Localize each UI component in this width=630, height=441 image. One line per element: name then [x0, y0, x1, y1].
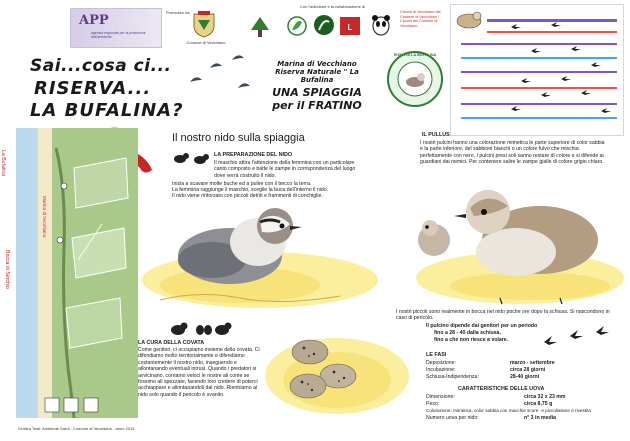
footer-logos: [44, 396, 104, 416]
subtitle-line3: UNA SPIAGGIA: [272, 86, 362, 99]
calendar-bird-drawing: [457, 12, 481, 28]
egg-value: circa 32 x 23 mm: [524, 394, 566, 400]
egg-row: [426, 394, 622, 401]
title-line3: LA BUFALINA?: [30, 100, 184, 121]
cura-heading: LA CURA DELLA COVATA: [138, 340, 205, 346]
partner-logo-leaf-icon: [287, 16, 307, 36]
subtitle-line4: per il FRATINO: [272, 99, 362, 112]
egg-row: [426, 401, 622, 408]
nesting-bird-illustration: [140, 200, 380, 310]
pullus-caption2: Il pulcino dipende dai genitori per un periodo: [426, 323, 538, 329]
map-label-right: Bocca di Serchio: [4, 250, 10, 289]
eggs-heading: CARATTERISTICHE DELLE UOVA: [458, 386, 545, 392]
egg-label: Numero uova per nido:: [426, 415, 479, 421]
phases-heading: LE FASI: [426, 352, 447, 358]
phase-value: marzo - settembre: [510, 360, 555, 366]
eggs-table: [426, 394, 622, 422]
phase-value: circa 28 giorni: [510, 367, 546, 373]
comune-label: Comune di Vecchiano: [186, 40, 226, 45]
partner-logo-red-icon: [339, 14, 361, 38]
egg-row: [426, 415, 622, 422]
preparazione-text4: Il nido viene rinforzato con piccoli detriti e frammenti di conchiglie.: [172, 193, 323, 199]
phase-label: Incubazione:: [426, 367, 456, 373]
partner-logo-tree-icon: [250, 16, 270, 38]
preparazione-text2: Inizia a scavare molte buche ed a pulire con il becco la terra.: [172, 181, 312, 187]
subtitle-block: [262, 60, 372, 112]
egg-label: Dimensione:: [426, 394, 455, 400]
partner-red-text: Circolo di Vecchiano del Comune di Vecchiano / Circolo del Comune di Vecchiano: [400, 10, 441, 28]
phase-label: Schiusa-Indipendenza:: [426, 374, 479, 380]
credits: Grafica Testi: Ambiente Sardi - Comune di Vecchiano - anno 2015: [18, 426, 135, 431]
phase-row: [426, 374, 616, 381]
egg-label: Peso:: [426, 401, 440, 407]
app-logo: [70, 8, 162, 48]
wwf-panda-icon: [371, 14, 391, 38]
egg-row: [426, 408, 622, 415]
promosso-label: Promosso da: [166, 10, 190, 15]
phase-value: 28-40 giorni: [510, 374, 540, 380]
map-label-left: La Bufalina: [0, 150, 6, 176]
calendar-flying-birds-icon: [511, 22, 611, 113]
running-birds-icon: [172, 150, 212, 168]
map-label-mid: Marina di Vecchiano: [42, 196, 47, 238]
badge-text: RISERVA LA BUFALINA: [393, 53, 437, 57]
migration-calendar-chart: [450, 4, 624, 136]
comune-crest-icon: [192, 10, 216, 38]
egg-value: circa 8,75 g: [524, 401, 553, 407]
calendar-month-bars: [461, 19, 617, 119]
cura-icons: [168, 318, 238, 338]
pullus-heading: IL PULLUS: [422, 132, 450, 138]
app-logo-text: APP: [79, 13, 109, 28]
cura-text: Come genitori, ci occupiamo insieme della covata. Ci difendiamo molto territorialmente e difendiamo costantemente il nostro nido, inseguendo e allontanando eventuali intrusi. Quando i predatori si avvicinano, corriamo veloci le nostre ali come se fossimo ali spezzate, facendo loro credere di poterci acchiappare e allontanandoli dal nido. Rientriamo al nido solo quando il pericolo è svanito.: [138, 347, 260, 398]
reserve-badge: [386, 50, 444, 108]
flying-birds-icon: [180, 52, 260, 102]
egg-value: e piccolissime e rivestita: [541, 408, 591, 413]
title-line1: Sai...cosa ci...: [30, 56, 172, 76]
partner-logo-green-icon: [313, 14, 335, 38]
subtitle-line2: Riserva Naturale " La Bufalina: [275, 68, 359, 84]
egg-value: n° 3 in media: [524, 415, 557, 421]
svg-text:L: L: [347, 23, 353, 32]
eggs-illustration: [262, 320, 412, 420]
app-subtitle: agenzia regionale per la protezione dell'ambiente: [91, 31, 146, 39]
subtitle-line1: Marina di Vecchiano: [277, 60, 357, 68]
phase-row: [426, 367, 616, 374]
pullus-caption3: fino a 28 - 40 dalla schiusa,: [434, 330, 501, 336]
preparazione-text3: La femmina raggiunge il maschio, sceglie la buca dell'interno il nido.: [172, 187, 329, 193]
section-title: Il nostro nido sulla spiaggia: [172, 132, 305, 144]
adult-and-chick-illustration: [410, 178, 624, 308]
egg-label: Colorazione: mimetica, color sabbia con macchie scure: [426, 408, 539, 413]
coastline-map: [16, 128, 138, 418]
preparazione-heading: LA PREPARAZIONE DEL NIDO: [214, 152, 293, 158]
phase-row: [426, 360, 616, 367]
pullus-caption4: fino a che non riesce a volare.: [434, 337, 509, 343]
title-line2: RISERVA...: [34, 78, 152, 99]
phases-table: [426, 360, 616, 381]
pullus-caption: I nostri piccoli sono realmente in bocca nel nido poche ore dopo la schiusa. Si nascondono in caso di pericolo.: [396, 309, 610, 322]
preparazione-text1: Il maschio attira l'attenzione della femmina con un particolare canto composto e batte le zampe in corrispondenza del luogo dove verrà costruito il nido.: [214, 160, 356, 179]
phase-label: Deposizione:: [426, 360, 456, 366]
collaborazione-label: Con l'adesione e la collaborazione di: [300, 4, 366, 9]
flying-birds-row-icon: [540, 322, 620, 352]
pullus-text: I nostri pulcini hanno una colorazione mimetica le parte superiore di color sabbia e la parte inferiore, del sabbioni bianchi o un colore fulvo che mischia perfettamente con nero. I pulcini presi soli sanno restare di colore e si difende ai guardiani dai nemici. Per contenere salire le zampe gialle di colore grigio chiaro.: [420, 140, 605, 166]
